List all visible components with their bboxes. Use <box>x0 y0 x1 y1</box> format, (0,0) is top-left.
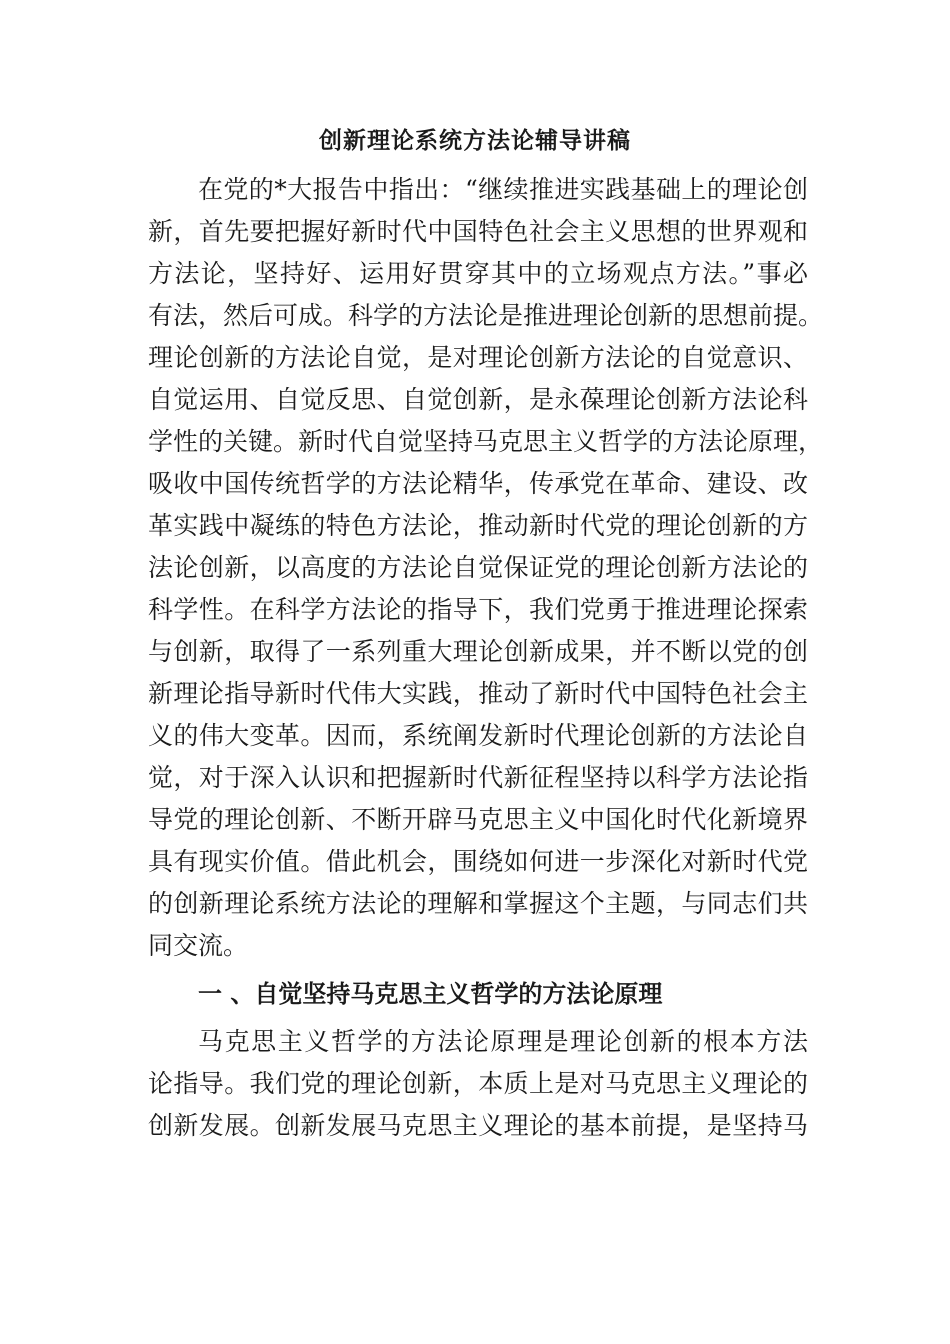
paragraph-line: 方法论，坚持好、运用好贯穿其中的立场观点方法。”事必 <box>148 259 808 288</box>
paragraph-line: 的创新理论系统方法论的理解和掌握这个主题，与同志们共 <box>148 889 808 918</box>
paragraph-line: 法论创新，以高度的方法论自觉保证党的理论创新方法论的 <box>148 553 808 582</box>
paragraph-line: 论指导。我们党的理论创新，本质上是对马克思主义理论的 <box>148 1069 808 1098</box>
paragraph-line: 有法，然后可成。科学的方法论是推进理论创新的思想前提。 <box>148 301 824 330</box>
paragraph-line: 马克思主义哲学的方法论原理是理论创新的根本方法 <box>198 1027 808 1056</box>
paragraph-line: 具有现实价值。借此机会，围绕如何进一步深化对新时代党 <box>148 847 808 876</box>
paragraph-line: 科学性。在科学方法论的指导下，我们党勇于推进理论探索 <box>148 595 808 624</box>
paragraph-line: 义的伟大变革。因而，系统阐发新时代理论创新的方法论自 <box>148 721 808 750</box>
paragraph-line: 觉，对于深入认识和把握新时代新征程坚持以科学方法论指 <box>148 763 808 792</box>
paragraph-line: 吸收中国传统哲学的方法论精华，传承党在革命、建设、改 <box>148 469 808 498</box>
section-heading: 一 、自觉坚持马克思主义哲学的方法论原理 <box>198 979 663 1008</box>
paragraph-line: 理论创新的方法论自觉，是对理论创新方法论的自觉意识、 <box>148 343 808 372</box>
paragraph-line: 新，首先要把握好新时代中国特色社会主义思想的世界观和 <box>148 217 808 246</box>
paragraph-line: 创新发展。创新发展马克思主义理论的基本前提，是坚持马 <box>148 1111 808 1140</box>
paragraph-line: 学性的关键。新时代自觉坚持马克思主义哲学的方法论原理， <box>148 427 824 456</box>
document-title: 创新理论系统方法论辅导讲稿 <box>319 128 631 154</box>
paragraph-line: 革实践中凝练的特色方法论，推动新时代党的理论创新的方 <box>148 511 808 540</box>
paragraph-line: 同交流。 <box>148 931 249 960</box>
paragraph-line: 自觉运用、自觉反思、自觉创新，是永葆理论创新方法论科 <box>148 385 808 414</box>
paragraph-line: 与创新，取得了一系列重大理论创新成果，并不断以党的创 <box>148 637 808 666</box>
paragraph-line: 导党的理论创新、不断开辟马克思主义中国化时代化新境界 <box>148 805 808 834</box>
paragraph-line: 在党的*大报告中指出：“继续推进实践基础上的理论创 <box>198 175 808 204</box>
paragraph-line: 新理论指导新时代伟大实践，推动了新时代中国特色社会主 <box>148 679 808 708</box>
